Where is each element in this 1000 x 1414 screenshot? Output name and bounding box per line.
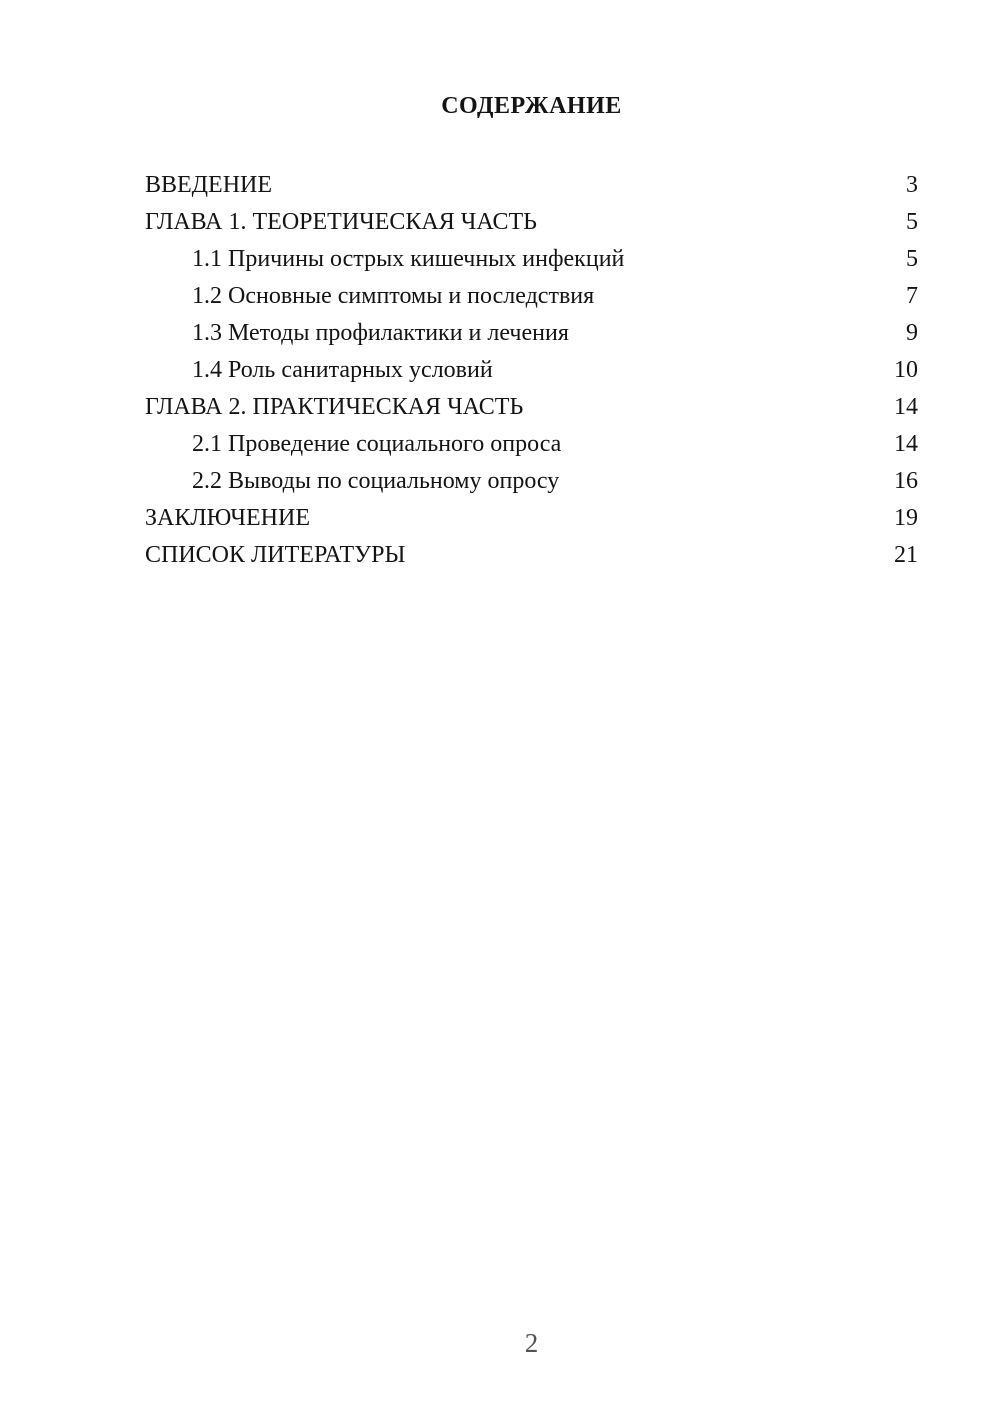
toc-entry	[145, 463, 918, 500]
toc-entry-label: СПИСОК ЛИТЕРАТУРЫ	[145, 542, 406, 568]
toc-entry-page-number: 19	[894, 505, 918, 531]
toc-entry	[145, 389, 918, 426]
toc-entry-label: ГЛАВА 1. ТЕОРЕТИЧЕСКАЯ ЧАСТЬ	[145, 209, 537, 235]
toc-entry	[145, 204, 918, 241]
toc-entry-page-number: 21	[894, 542, 918, 568]
toc-entry-label: 1.3 Методы профилактики и лечения	[192, 320, 569, 346]
toc-entry	[145, 500, 918, 537]
toc-entry	[145, 537, 918, 574]
toc-entry	[145, 315, 918, 352]
toc-entry	[145, 241, 918, 278]
toc-entry-page-number: 9	[906, 320, 918, 346]
toc-entry-page-number: 14	[894, 431, 918, 457]
toc-entry	[145, 352, 918, 389]
toc-entry-page-number: 5	[906, 246, 918, 272]
toc-entry-label: 1.2 Основные симптомы и последствия	[192, 283, 595, 309]
toc-entry-label: 2.2 Выводы по социальному опросу	[192, 468, 560, 494]
toc-entry-page-number: 3	[906, 172, 918, 198]
toc-entry-page-number: 7	[906, 283, 918, 309]
toc-entry-page-number: 14	[894, 394, 918, 420]
toc-entry-label: 1.4 Роль санитарных условий	[192, 357, 493, 383]
table-of-contents	[145, 167, 918, 574]
toc-entry-label: 1.1 Причины острых кишечных инфекций	[192, 246, 625, 272]
toc-entry	[145, 426, 918, 463]
toc-entry-label: ЗАКЛЮЧЕНИЕ	[145, 505, 310, 531]
toc-entry-label: ГЛАВА 2. ПРАКТИЧЕСКАЯ ЧАСТЬ	[145, 394, 524, 420]
toc-entry-label: 2.1 Проведение социального опроса	[192, 431, 562, 457]
footer-page-number: 2	[524, 1328, 539, 1358]
toc-entry-page-number: 16	[894, 468, 918, 494]
toc-entry	[145, 167, 918, 204]
page-title: СОДЕРЖАНИЕ	[441, 93, 622, 119]
toc-entry	[145, 278, 918, 315]
toc-entry-label: ВВЕДЕНИЕ	[145, 172, 273, 198]
toc-entry-page-number: 5	[906, 209, 918, 235]
toc-entry-page-number: 10	[894, 357, 918, 383]
